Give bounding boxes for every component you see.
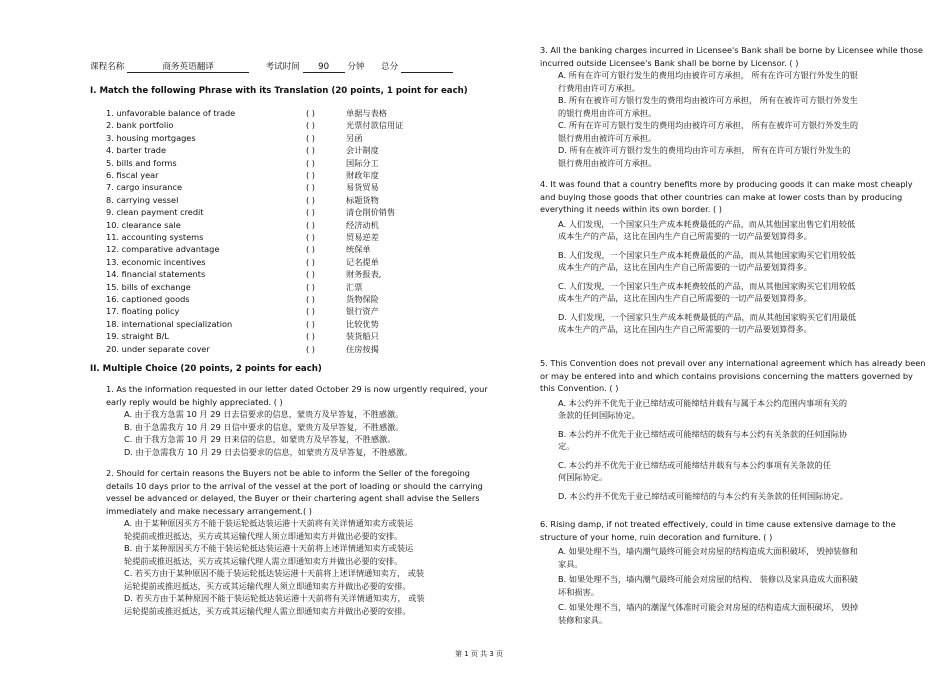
question-6-stem: 6. Rising damp, if not treated effectively, could in time cause extensive damage to the <box>540 519 896 529</box>
answer-blank[interactable]: ( ) <box>306 281 315 292</box>
match-phrase: 17. floating policy <box>106 306 180 317</box>
answer-blank[interactable]: ( ) <box>306 244 315 255</box>
match-translation: 住房按揭 <box>346 343 379 354</box>
question-4-stem: and buying those goods that other countries can make at lower costs than by producing <box>540 191 903 202</box>
match-translation: 财务报表, <box>346 269 382 280</box>
match-phrase: 14. financial statements <box>106 269 206 280</box>
match-translation: 会计制度 <box>346 145 379 156</box>
match-translation: 记名提单 <box>346 256 379 267</box>
question-5-stem: or may be entered into and which contains provisions concerning the matters governed by <box>540 370 913 381</box>
match-translation: 经济动机 <box>346 219 379 230</box>
question-5-option: 何国际协定。 <box>558 472 608 482</box>
question-6-option: A. 如果处理不当，墙内潮气最终可能会对房屋的结构造成大面积破坏， 毁掉装修和 <box>558 546 858 556</box>
match-phrase: 3. housing mortgages <box>106 132 196 143</box>
question-2-option: D. 若买方由于某种原因不能于装运轮抵达装运港十天前将有关详情通知卖方， 或装 <box>124 593 425 603</box>
question-1-option[interactable]: D. 由于急需我方 10 月 29 日去信要求的信息，如蒙贵方及早答复，不胜感激。 <box>124 446 413 457</box>
question-2-option: 轮提前或推迟抵达，买方或其运输代理人须立即通知卖方并做出必要的安排。 <box>124 530 403 541</box>
match-translation: 贸易逆差 <box>346 232 379 242</box>
time-value: 90 <box>303 62 345 73</box>
answer-blank[interactable]: ( ) <box>306 306 315 317</box>
match-translation: 国际分工 <box>346 157 379 168</box>
match-translation: 单据与表格 <box>346 108 387 118</box>
question-5-stem: 5. This Convention does not prevail over any international agreement which has already been <box>540 358 926 368</box>
question-1-option[interactable]: A. 由于我方急需 10 月 29 日去信要求的信息，蒙贵方及早答复，不胜感激。 <box>124 409 404 419</box>
question-4-option: 成本生产的产品，这比在国内生产自己所需要的一切产品要划算得多。 <box>558 231 812 241</box>
course-label: 课程名称 <box>90 62 125 72</box>
answer-blank[interactable]: ( ) <box>306 108 315 118</box>
answer-blank[interactable]: ( ) <box>306 269 315 280</box>
answer-blank[interactable]: ( ) <box>306 331 315 342</box>
question-2-option: 运轮提前或推迟抵达，买方或其运输代理人须立即通知卖方并做出必要的安排。 <box>124 580 411 591</box>
question-3-option: B. 所有在被许可方银行发生的费用均由被许可方承担， 所有在被许可方银行外发生 <box>558 95 858 105</box>
question-6-option: B. 如果处理不当，墙内潮气最终可能会对房屋的结构、 装修以及家具造成大面积破 <box>558 574 858 584</box>
match-phrase: 9. clean payment credit <box>106 207 204 218</box>
answer-blank[interactable]: ( ) <box>306 232 315 242</box>
match-phrase: 12. comparative advantage <box>106 244 220 255</box>
match-phrase: 5. bills and forms <box>106 157 177 168</box>
answer-blank[interactable]: ( ) <box>306 318 315 329</box>
question-3-option: D. 所有在被许可方银行发生的费用均由许可方承担， 所有在许可方银行外发生的 <box>558 145 851 155</box>
answer-blank[interactable]: ( ) <box>306 294 315 304</box>
match-translation: 光票付款信用证 <box>346 120 404 131</box>
question-2-stem: immediately and make necessary arrangement.( ) <box>106 505 312 516</box>
question-2-stem: details 10 days prior to the arrival of the vessel at the port of loading or should the carrying <box>106 480 483 491</box>
match-translation: 标题货物 <box>346 194 379 205</box>
question-2-option: 轮提前或推迟抵达，买方或其运输代理人需立即通知卖方并做出必要的安排。 <box>124 555 403 566</box>
question-4-stem: 4. It was found that a country benefits more by producing goods it can make most cheaply <box>540 179 913 189</box>
answer-blank[interactable]: ( ) <box>306 145 315 156</box>
question-4-option: 成本生产的产品，这比在国内生产自己所需要的一切产品要划算得多。 <box>558 293 812 303</box>
question-5-option: A. 本公约并不优先于业已缔结或可能缔结并载有与属于本公约范围内事项有关的 <box>558 397 848 408</box>
question-2-stem: vessel be advanced or delayed, the Buyer or their chartering agent shall advise the Sellers <box>106 493 480 503</box>
question-5-option: 条款的任何国际协定。 <box>558 410 640 420</box>
question-3-option: 银行费用由被许可方承担。 <box>558 132 657 143</box>
answer-blank[interactable]: ( ) <box>306 170 315 180</box>
course-value: 商务英语翻译 <box>127 60 249 73</box>
question-3-option: C. 所有在许可方银行发生的费用均由被许可方承担， 所有在被许可方银行外发生的 <box>558 120 859 130</box>
question-4-option: C. 人们发现，一个国家只生产成本耗费较低的产品，而从其他国家购买它们用较低 <box>558 280 856 291</box>
answer-blank[interactable]: ( ) <box>306 157 315 168</box>
match-phrase: 6. fiscal year <box>106 170 159 180</box>
question-6-option: 坏和损害。 <box>558 586 599 597</box>
question-4-option: 成本生产的产品，这比在国内生产自己所需要的一切产品要划算得多。 <box>558 262 812 272</box>
match-translation: 统保单 <box>346 244 371 255</box>
match-translation: 比较优势 <box>346 318 379 329</box>
answer-blank[interactable]: ( ) <box>306 207 315 218</box>
match-translation: 货物保险 <box>346 294 379 304</box>
match-phrase: 13. economic incentives <box>106 256 206 267</box>
time-unit: 分钟 <box>347 62 365 72</box>
page-footer: 第 1 页 共 3 页 <box>455 650 504 658</box>
exam-header <box>90 60 453 73</box>
match-phrase: 10. clearance sale <box>106 219 181 230</box>
question-2-stem: 2. Should for certain reasons the Buyers not be able to inform the Seller of the foregoing <box>106 468 470 478</box>
match-phrase: 11. accounting systems <box>106 232 204 242</box>
question-1-option[interactable]: B. 由于急需我方 10 月 29 日信中要求的信息，蒙贵方及早答复，不胜感激。 <box>124 421 404 432</box>
question-5-option: C. 本公约并不优先于业已缔结或可能缔结并载有与本公约事项有关条款的任 <box>558 459 831 470</box>
question-5-stem: this Convention. ( ) <box>540 383 619 393</box>
section1-title: I. Match the following Phrase with its Translation (20 points, 1 point for each) <box>90 86 468 96</box>
score-blank <box>401 62 453 73</box>
question-5-option: 定。 <box>558 441 575 451</box>
question-4-option: 成本生产的产品，这比在国内生产自己所需要的一切产品要划算得多。 <box>558 324 812 334</box>
match-translation: 银行资产 <box>346 306 379 317</box>
question-6-option: 装修和家具。 <box>558 614 608 625</box>
question-2-option: 运轮提前或推迟抵达，买方或其运输代理人需立即通知卖方并做出必要的安排。 <box>124 605 411 616</box>
answer-blank[interactable]: ( ) <box>306 194 315 205</box>
question-1-stem: early reply would be highly appreciated. ( ) <box>106 396 283 407</box>
match-phrase: 20. under separate cover <box>106 343 210 354</box>
answer-blank[interactable]: ( ) <box>306 219 315 230</box>
question-2-option: C. 若买方由于某种原因不能于装运轮抵达装运港十天前将上述详情通知卖方， 或装 <box>124 568 425 578</box>
question-4-option: A. 人们发现，一个国家只生产成本耗费最低的产品，而从其他国家出售它们用较低 <box>558 218 856 229</box>
answer-blank[interactable]: ( ) <box>306 256 315 267</box>
match-translation: 易货贸易 <box>346 182 379 193</box>
question-3-option: 行费用由许可方承担。 <box>558 82 640 93</box>
question-4-stem: everything it needs within its own border. ( ) <box>540 204 722 214</box>
match-translation: 财政年度 <box>346 170 379 180</box>
answer-blank[interactable]: ( ) <box>306 182 315 193</box>
match-phrase: 8. carrying vessel <box>106 194 179 205</box>
score-label: 总分 <box>380 62 399 72</box>
question-3-option: 银行费用由被许可方承担。 <box>558 157 657 168</box>
match-phrase: 15. bills of exchange <box>106 281 191 292</box>
question-6-option: 家具。 <box>558 558 583 569</box>
question-3-option: 的银行费用由许可方承担。 <box>558 107 657 118</box>
section2-title: II. Multiple Choice (20 points, 2 points for each) <box>90 364 322 374</box>
answer-blank[interactable]: ( ) <box>306 120 315 131</box>
answer-blank[interactable]: ( ) <box>306 343 315 354</box>
question-6-stem: structure of your home, ruin decoration and furniture. ( ) <box>540 531 773 542</box>
question-3-option: A. 所有在许可方银行发生的费用均由被许可方承担， 所有在许可方银行外发生的银 <box>558 70 858 80</box>
match-phrase: 19. straight B/L <box>106 331 169 342</box>
question-2-option: A. 由于某种原因买方不能于装运轮抵达装运港十天前将有关详情通知卖方或装运 <box>124 518 414 528</box>
question-4-option: D. 人们发现，一个国家只生产成本耗费最低的产品，而从其他国家购买它们用最低 <box>558 311 857 322</box>
match-translation: 装货船只 <box>346 331 379 342</box>
answer-blank[interactable]: ( ) <box>306 132 315 143</box>
question-5-option: D. 本公约并不优先于业已缔结或可能缔结的与本公约有关条款的任何国际协定。 <box>558 490 848 501</box>
question-4-option: B. 人们发现，一个国家只生产成本耗费最低的产品，而从其他国家购买它们用较低 <box>558 249 856 260</box>
question-2-option: B. 由于某种原因买方不能于装运轮抵达装运港十天前将上述详情通知卖方或装运 <box>124 543 414 553</box>
time-label: 考试时间 <box>265 62 300 72</box>
question-1-stem: 1. As the information requested in our letter dated October 29 is now urgently required, your <box>106 384 488 394</box>
match-phrase: 7. cargo insurance <box>106 182 182 193</box>
match-phrase: 18. international specialization <box>106 318 233 329</box>
match-phrase: 2. bank portfolio <box>106 120 174 131</box>
question-3-stem: 3. All the banking charges incurred in Licensee's Bank shall be borne by Licensee while those <box>540 45 923 55</box>
match-phrase: 4. barter trade <box>106 145 167 156</box>
question-3-stem: incurred outside Licensee's Bank shall be borne by Licensor. ( ) <box>540 57 799 68</box>
question-1-option[interactable]: C. 由于我方急需 10 月 29 日来信的信息，如蒙贵方及早答复，不胜感激。 <box>124 434 396 444</box>
question-6-option: C. 如果处理不当，墙内的潮湿气体准时可能会对房屋的结构造成大面积破坏， 毁掉 <box>558 602 859 612</box>
match-translation: 汇票 <box>346 281 363 292</box>
match-phrase: 1. unfavorable balance of trade <box>106 108 236 118</box>
question-5-option: B. 本公约并不优先于业已缔结或可能缔结的载有与本公约有关条款的任何国际协 <box>558 428 848 439</box>
match-translation: 清仓削价销售 <box>346 207 396 218</box>
match-phrase: 16. captioned goods <box>106 294 190 304</box>
match-translation: 另函 <box>346 132 363 143</box>
